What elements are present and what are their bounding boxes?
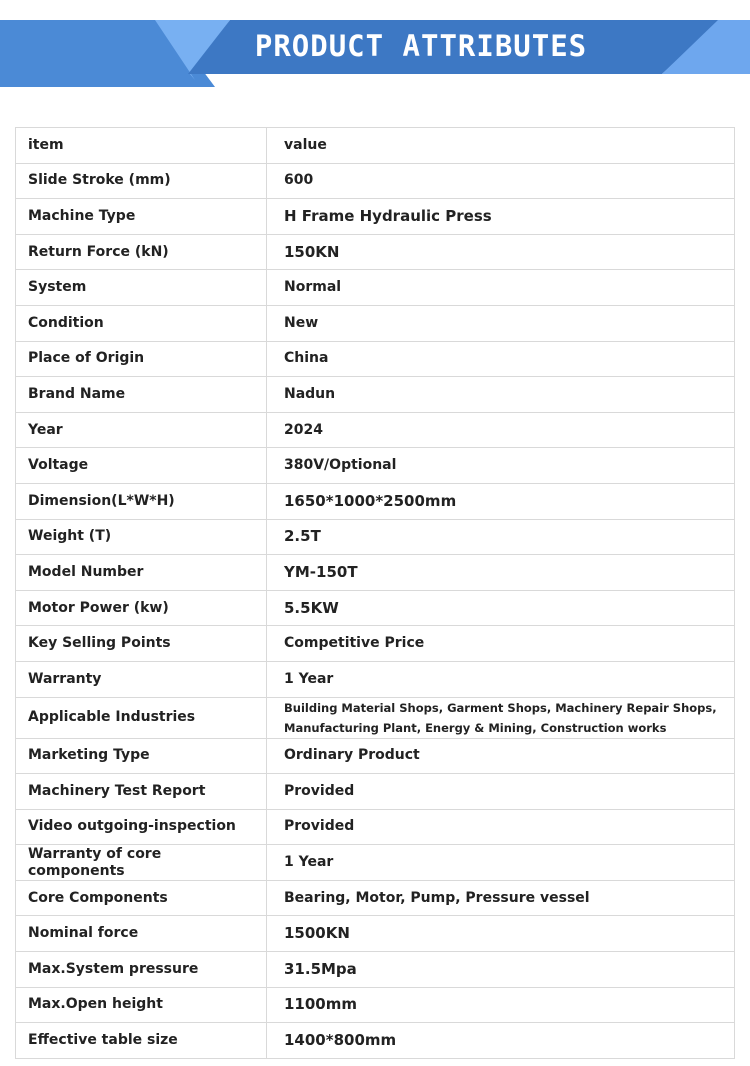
table-row [16,697,735,738]
attribute-value: Provided [267,774,735,810]
attribute-value: Provided [267,809,735,845]
attribute-value: 1650*1000*2500mm [267,483,735,519]
header-banner [0,0,750,88]
attribute-name: Video outgoing-inspection [16,809,267,845]
attribute-name: Brand Name [16,377,267,413]
attribute-name: Max.System pressure [16,952,267,988]
column-header-value: value [267,128,735,164]
table-row [16,305,735,341]
attribute-value: 31.5Mpa [267,952,735,988]
attribute-value: 2024 [267,412,735,448]
attribute-value: 1400*800mm [267,1023,735,1059]
table-row [16,880,735,916]
attribute-name: Year [16,412,267,448]
attribute-value: 380V/Optional [267,448,735,484]
attribute-name: Model Number [16,555,267,591]
table-row [16,270,735,306]
attribute-value: 1100mm [267,987,735,1023]
attribute-name: Condition [16,305,267,341]
attribute-name: Nominal force [16,916,267,952]
table-row [16,448,735,484]
attribute-name: Motor Power (kw) [16,590,267,626]
table-row [16,519,735,555]
table-row [16,163,735,199]
attribute-name: Warranty [16,661,267,697]
attribute-value: China [267,341,735,377]
attribute-name: Marketing Type [16,738,267,774]
attribute-name: Core Components [16,880,267,916]
attribute-name: Effective table size [16,1023,267,1059]
attribute-name: Slide Stroke (mm) [16,163,267,199]
page-title: PRODUCT ATTRIBUTES [254,29,588,63]
table-row [16,590,735,626]
attribute-value: 1 Year [267,845,735,881]
table-row [16,916,735,952]
attribute-name: Max.Open height [16,987,267,1023]
table-row [16,952,735,988]
attribute-name: System [16,270,267,306]
attribute-value: YM-150T [267,555,735,591]
attribute-value: New [267,305,735,341]
attribute-value: 150KN [267,234,735,270]
attribute-value: Building Material Shops, Garment Shops, Machinery Repair Shops, Manufacturing Plant, Energy & Mining, Construction works [267,697,735,738]
attribute-value: Competitive Price [267,626,735,662]
table-row [16,774,735,810]
table-row [16,199,735,235]
attribute-name: Weight (T) [16,519,267,555]
table-row [16,555,735,591]
attribute-name: Machine Type [16,199,267,235]
table-row [16,1023,735,1059]
attribute-value: Normal [267,270,735,306]
table-row [16,845,735,881]
attribute-name: Warranty of core components [16,845,267,881]
attribute-value: 600 [267,163,735,199]
table-row [16,234,735,270]
table-header-row [16,128,735,164]
attribute-name: Applicable Industries [16,697,267,738]
attribute-name: Key Selling Points [16,626,267,662]
table-row [16,341,735,377]
table-row [16,661,735,697]
table-row [16,809,735,845]
attributes-table [15,127,735,1059]
attribute-name: Machinery Test Report [16,774,267,810]
table-row [16,626,735,662]
attribute-name: Voltage [16,448,267,484]
attribute-name: Return Force (kN) [16,234,267,270]
attribute-value: Nadun [267,377,735,413]
table-row [16,377,735,413]
attribute-value: Bearing, Motor, Pump, Pressure vessel [267,880,735,916]
attribute-value: 1500KN [267,916,735,952]
column-header-item: item [16,128,267,164]
table-row [16,483,735,519]
table-row [16,987,735,1023]
attribute-name: Place of Origin [16,341,267,377]
table-row [16,412,735,448]
attribute-value: 1 Year [267,661,735,697]
attribute-value: 5.5KW [267,590,735,626]
attribute-name: Dimension(L*W*H) [16,483,267,519]
attribute-value: H Frame Hydraulic Press [267,199,735,235]
attribute-value: 2.5T [267,519,735,555]
table-row [16,738,735,774]
attribute-value: Ordinary Product [267,738,735,774]
